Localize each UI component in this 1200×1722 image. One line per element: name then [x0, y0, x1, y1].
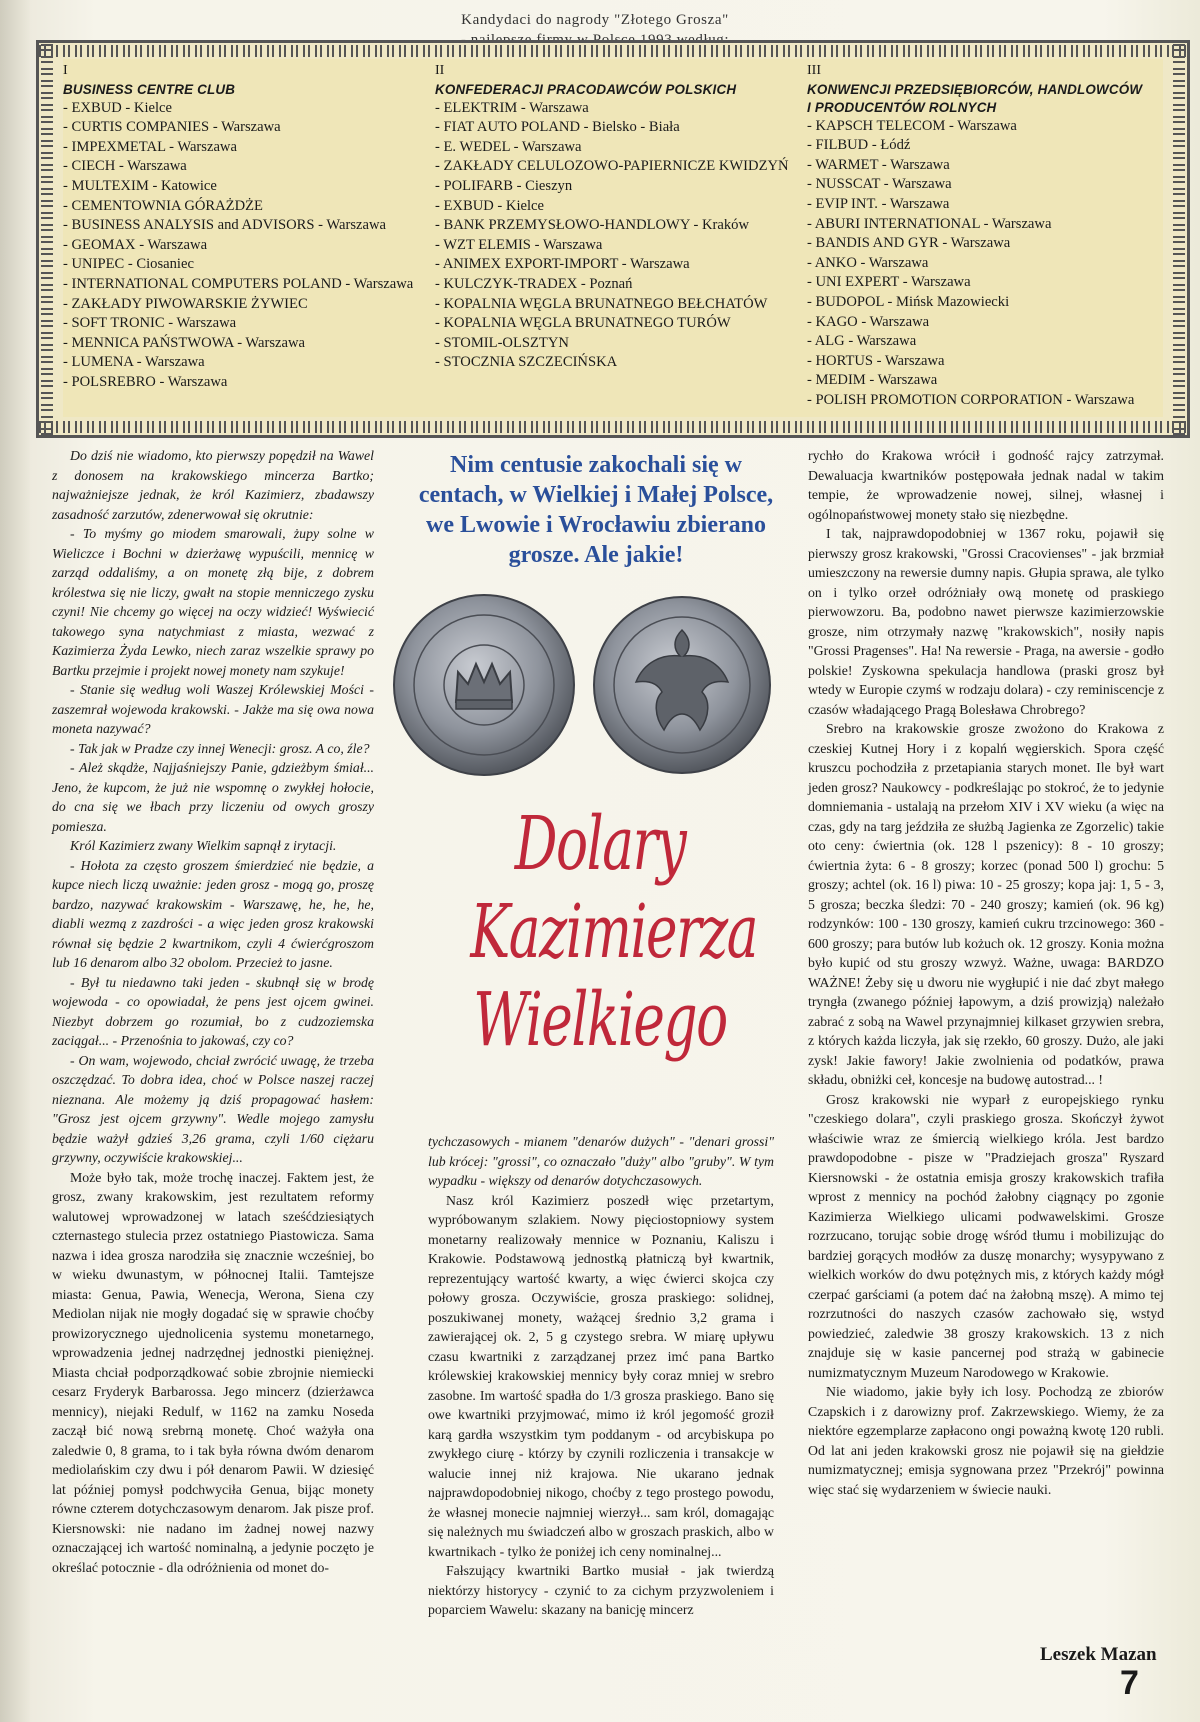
company-item: - ALG - Warszawa: [807, 333, 917, 350]
company-item: - WZT ELEMIS - Warszawa: [435, 236, 603, 253]
coins-illustration: [392, 590, 772, 780]
paragraph: Może było tak, może trochę inaczej. Faktem jest, że grosz, zwany krakowskim, jest rezultatem reformy walutowej wprowadzonej w latach sześćdziesiątych czternastego stulecia przez ostatniego Piastowicza. Sama nazwa i idea grosza narodziła się znacznie wcześniej, bo w wieku dwunastym, w północnej Italii. Tamtejsze miasta: Genua, Pawia, Wenecja, Werona, Siena czy Mediolan nijak nie mogły dogadać się w sprawie choćby prowizorycznego ujednolicenia systemu monetarnego, wprowadzenia jednej nadrzędnej jednostki pieniężnej. Miasta chciał podporządkować sobie zbrojnie niemiecki cesarz Fryderyk Barbarossa. Jego mincerz (dzierżawca mennicy), niejaki Redulf, w 1162 na zamku Noseda zaczął bić nową srebrną monetę. Choć ważyła ona zaledwie 0, 8 grama, to i tak była równa dwóm denarom mediolańskim czy dwu i pół denarom Pawii. W dziesięć lat później pomysł podchwyciła Genua, bijąc monety równe czterem dotychczasowym denarom. Jak pisze prof. Kiersnowski: nie nadano im żadnej nowej nazwy oznaczającej ich wartość nominalną, a jedynie poczęto je określać potocznie - dla odróżnienia od monet do-: [52, 1169, 374, 1575]
company-item: - INTERNATIONAL COMPUTERS POLAND - Warszawa: [63, 275, 414, 292]
company-item: - KAPSCH TELECOM - Warszawa: [807, 117, 1017, 134]
company-item: - UNIPEC - Ciosaniec: [63, 256, 194, 273]
kicker-line-1: Kandydaci do nagrody "Złotego Grosza": [461, 12, 729, 28]
paragraph: rychło do Krakowa wrócił i godność rajcy zatrzymał. Dewaluacja kwartników postępowała jednak nadal w takim tempie, że wprowadzenie nowej, silnej, własnej i ogólnopaństwowej monety stało się niezbędne.: [808, 448, 1164, 522]
company-item: - ANKO - Warszawa: [807, 254, 929, 271]
company-item: - UNI EXPERT - Warszawa: [807, 274, 971, 291]
company-item: - ABURI INTERNATIONAL - Warszawa: [807, 215, 1052, 232]
article-lead: Nim centusie zakochali się w centach, w Wielkiej i Małej Polsce, we Lwowie i Wrocławiu zbierano grosze. Ale jakie!: [418, 452, 774, 568]
company-item: - LUMENA - Warszawa: [63, 354, 205, 371]
company-list: [807, 117, 1157, 411]
title-line-2: Kazimierza: [470, 889, 758, 975]
company-item: - EXBUD - Kielce: [63, 99, 173, 116]
company-item: - MENNICA PAŃSTWOWA - Warszawa: [63, 334, 306, 351]
company-item: - STOCZNIA SZCZECIŃSKA: [435, 354, 618, 371]
company-item: - EXBUD - Kielce: [435, 197, 545, 214]
company-item: - POLSREBRO - Warszawa: [63, 373, 228, 390]
column-heading-line-2: I PRODUCENTÓW ROLNYCH: [807, 99, 997, 115]
company-item: - ELEKTRIM - Warszawa: [435, 99, 589, 116]
title-line-3: Wielkiego: [473, 977, 727, 1063]
column-number: III: [807, 63, 821, 78]
title-line-1: Dolary: [514, 801, 686, 887]
company-item: - EVIP INT. - Warszawa: [807, 195, 950, 212]
company-item: - KAGO - Warszawa: [807, 313, 930, 330]
candidates-box: [36, 40, 1190, 438]
paragraph: tychczasowych - mianem "denarów dużych" - "denari grossi" lub krócej: "grossi", co oznaczało "duży" albo "gruby". W tym wypadku - większy od denarów dotychczasowych.: [428, 1134, 774, 1188]
paragraph: Król Kazimierz zwany Wielkim sapnął z irytacji.: [70, 838, 337, 853]
paragraph: - Hołota za często groszem śmierdzieć nie będzie, a kupce niech liczą uważnie: jeden grosz - mogą go, proszę bardzo, nazywać krakowskim - Warszawę, he, he, he, diabli wezmą z zazdrości - a więc jeden grosz krakowski równał się będzie 2 kwartnikom, czyli 4 ćwierćgroszom lub 16 denarom albo 32 obolom. Przecież to jasne.: [52, 857, 374, 970]
paragraph: - Był tu niedawno taki jeden - skubnął się w brodę wojewoda - co opowiadał, że pens jest ojcem gwinei. Niezbyt dobrzem go rozumiał, bo z cudzoziemska zaciągał... - Przenośnia to jakowaś, czy co?: [52, 974, 374, 1048]
company-item: - STOMIL-OLSZTYN: [435, 334, 569, 351]
paragraph: - Ależ skądże, Najjaśniejszy Panie, gdzieżbym śmiał... Jeno, że kupcom, że już nie wspomnę o zwykłej hołocie, do cna się we łbach przy liczeniu od owych groszy pomiesza.: [52, 760, 374, 834]
company-item: - FIAT AUTO POLAND - Bielsko - Biała: [435, 119, 680, 136]
candidates-column-1: [63, 61, 414, 393]
company-item: - BUDOPOL - Mińsk Mazowiecki: [807, 293, 1010, 310]
meander-border-right: [1173, 43, 1185, 435]
paragraph: Nie wiadomo, jakie były ich losy. Pochodzą ze zbiorów Czapskich i z darowizny prof. Zakrzewskiego. Wiemy, że za niektóre egzemplarze zapłacono ongi poważną kwotę 120 rubli. Od lat ani jeden krakowski grosz nie pojawił się na giełdzie numizmatycznej; emisja sygnowana przez "Przekrój" powinna więc stać się wydarzeniem w świecie nauki.: [808, 1384, 1164, 1497]
company-item: - CIECH - Warszawa: [63, 158, 187, 175]
paragraph: Do dziś nie wiadomo, kto pierwszy popędził na Wawel z donosem na krakowskiego mincerza Bartko; najważniejsze jednak, że król Kazimierz, zbadawszy zasadność zarzutów, zdenerwował się okrutnie:: [52, 448, 374, 522]
company-item: - ZAKŁADY PIWOWARSKIE ŻYWIEC: [63, 295, 308, 312]
article-column-left: [52, 446, 374, 1577]
page-number: 7: [1120, 1664, 1139, 1702]
candidates-column-3: [807, 61, 1157, 411]
company-item: - POLIFARB - Cieszyn: [435, 177, 573, 194]
column-number: I: [63, 63, 68, 78]
column-number: II: [435, 63, 445, 78]
paragraph: - On wam, wojewodo, chciał zwrócić uwagę, że trzeba oszczędzać. To dobra idea, choć w Polsce naszej raczej nieznana. Ale możemy ją dziś propagować hasłem: "Grosz jest ojcem grzywny". Wedle mojego zamysłu będzie ważył gdzieś 3,26 grama, czyli 1/60 ciężaru grzywny, oczywiście krakowskiej...: [52, 1052, 374, 1165]
paragraph: - To myśmy go miodem smarowali, żupy solne w Wieliczce i Bochni w dzierżawę wypuścili, mennicę w zarząd oddaliśmy, a on monetę złą bije, z dobrem królestwa się nie liczy, gwałt na stopie menniczego zysku czyni! Nie chcemy go więcej na oczy widzieć! Wyświecić takowego syna natychmiast z miasta, wezwać z Kazimierza Żyda Lewko, niech zaraz wszelkie sprawy po Bartku przejmie i projekt nowej monety nam szykuje!: [52, 526, 374, 678]
paragraph: - Stanie się według woli Waszej Królewskiej Mości - zaszemrał wojewoda krakowski. - Jakże ma się owa nowa moneta nazywać?: [52, 682, 374, 736]
paragraph: Grosz krakowski nie wyparł z europejskiego rynku "czeskiego dolara", czyli praskiego grosza. Skończył żywot właściwie wraz ze śmiercią wielkiego króla. Jest bardzo prawdopodobne - pisze w "Pradziejach grosza" Ryszard Kiersnowski - że ostatnia emisja groszy krakowskich trafiła wprost z mennicy na pochód żałobny ciągnący po zgonie Kazimierza Wielkiego ulicami podwawelskimi. Grosze rozrzucano, torując sobie drogę wśród tłumu i mobilizując do bardziej gorących modłów za duszę monarchy; wysypywano z wielkich worków do dwu potężnych mis, z których każdy mógł czerpać garściami (a potem dać na żałobną mszę). A mimo tej rozrzutności do naszych czasów zachowało się, wstyd powiedzieć, zaledwie 38 groszy krakowskich. 13 z nich znajduje się w kasie pancernej pod strażą w gabinecie numizmatycznym Muzeum Narodowego w Krakowie.: [808, 1091, 1164, 1380]
company-item: - BANK PRZEMYSŁOWO-HANDLOWY - Kraków: [435, 217, 749, 234]
page-spine-shadow: [0, 0, 30, 1722]
company-item: - E. WEDEL - Warszawa: [435, 138, 582, 155]
paragraph: Fałszujący kwartniki Bartko musiał - jak twierdzą niektórzy historycy - czynić to za cichym przyzwoleniem i poparciem Wawelu: skazany na banicję mincerz: [428, 1563, 774, 1617]
meander-border-top: [39, 45, 1187, 57]
paragraph: Srebro na krakowskie grosze zwożono do Krakowa z czeskiej Kutnej Hory i z kopalń węgierskich. Spora część kruszcu pochodziła z przetapiania starych monet. Ile był wart jeden grosz? Naukowcy - podkreślając po stokroć, że to jedynie domniemania - ustalają na przełom XIV i XV wieku (a więc na czas, gdy na targ jeździła ze służbą Jagienka ze Zgorzelic) takie oto ceny: ćwiertnia (ok. 128 l pszenicy): 8 - 10 groszy; ćwiertnia żyta: 6 - 8 groszy; korzec (ponad 500 l) grochu: 5 groszy; achtel (ok. 16 l) piwa: 10 - 25 groszy; kopa jaj: 1, 5 - 3, 5 grosza; beczka śledzi: 70 - 240 groszy; kamień (ok. 96 kg) rodzynków: 100 - 130 groszy, kamień cukru trzcinowego: 360 - 600 groszy; para butów lub kożuch ok. 12 groszy. Konia można było kupić od stu groszy wzwyż. Ważne, uwaga: BARDZO WAŻNE! Żeby się u dworu nie wygłupić i nie dać zbyt małego tryngła (zwanego później łapowym, a dziś prowizją) należało zabrać z sobą na Wawel przynajmniej kilkaset grzywien srebra, z których każda liczyła, jak się rzekło, 60 groszy. Dużo, ale jaki zysk! Jakie fawory! Jakie zwolnienia od podatków, prawa składu, obniżki ceł, koncesje na budowę autostrad... !: [808, 721, 1164, 1087]
meander-border-left: [41, 43, 53, 435]
coin-obverse-crown: [394, 595, 574, 775]
company-item: - ANIMEX EXPORT-IMPORT - Warszawa: [435, 256, 690, 273]
company-item: - KOPALNIA WĘGLA BRUNATNEGO BEŁCHATÓW: [435, 295, 768, 312]
company-item: - POLISH PROMOTION CORPORATION - Warszawa: [807, 391, 1135, 408]
coin-reverse-eagle: [594, 597, 770, 773]
paragraph: I tak, najprawdopodobniej w 1367 roku, pojawił się pierwszy grosz krakowski, "Grossi Cracovienses" - jak brzmiał umieszczony na rewersie dumny napis. Głupia sprawa, ale tylko on i tylko orzeł odróżniały ową monetę od praskiego pierwowzoru. Ba, podobno nawet pierwsze kazimierzowskie grosze, nim otrzymały nazwę "krakowskich", nosiły napis "Grossi Pragenses". Ha! Na rewersie - Praga, na awersie - godło polskie! Zyskowna spekulacja handlowa (praski grosz był wtedy w Europie czymś w rodzaju dolara) - czy reminiscencje z czasów władającego Pragą Bolesława Chrobrego?: [808, 526, 1164, 717]
article-column-middle: [428, 1132, 774, 1620]
company-item: - MULTEXIM - Katowice: [63, 177, 217, 194]
column-heading: KONFEDERACJI PRACODAWCÓW POLSKICH: [435, 81, 737, 97]
company-item: - BUSINESS ANALYSIS and ADVISORS - Warszawa: [63, 217, 387, 234]
company-item: - MEDIM - Warszawa: [807, 372, 938, 389]
company-item: - CURTIS COMPANIES - Warszawa: [63, 119, 281, 136]
company-list: [63, 99, 414, 393]
company-item: - IMPEXMETAL - Warszawa: [63, 138, 237, 155]
candidates-inner: [63, 59, 1163, 417]
paragraph: Nasz król Kazimierz poszedł więc przetartym, wypróbowanym szlakiem. Nowy pięciostopniowy system monetarny realizowały mennice w Poznaniu, Kaliszu i Krakowie. Podstawową jednostką płatniczą był kwartnik, reprezentujący wartość kwarty, a więc ćwierci skojca czy połowy grosza. Oczywiście, grosza praskiego: solidnej, poszukiwanej monety, ważącej średnio 3,2 grama i zawierającej ok. 2, 5 g czystego srebra. W miarę upływu czasu kwartniki z zarządzanej przez imć pana Bartko królewskiej krakowskiej mennicy były coraz mniej w srebro zasobne. Im wartość spadła do 1/3 grosza praskiego. Bano się owe kwartniki przyjmować, mimo iż król jegomość groził karą gardła wszystkim tym poddanym - od arcybiskupa po zwykłego ciurę - którzy by czynili rozliczenia i transakcje w walucie innej niż krajowa. Nie ukarano jednak najprawdopodobniej nikogo, choćby z tego prostego powodu, że własnej monecie najmniej wierzył... sam król, domagając się należnych mu świadczeń albo w groszach praskich, albo w kwartnikach - tylko że poniżej ich ceny nominalnej...: [428, 1192, 774, 1559]
column-heading: BUSINESS CENTRE CLUB: [63, 81, 236, 97]
company-item: - KULCZYK-TRADEX - Poznań: [435, 275, 633, 292]
article-column-right: [808, 446, 1164, 1499]
company-item: - BANDIS AND GYR - Warszawa: [807, 235, 1011, 252]
company-item: - GEOMAX - Warszawa: [63, 236, 208, 253]
paragraph: - Tak jak w Pradze czy innej Wenecji: grosz. A co, źle?: [70, 740, 370, 756]
company-item: - SOFT TRONIC - Warszawa: [63, 315, 237, 332]
company-item: - FILBUD - Łódź: [807, 137, 911, 154]
article-title: [470, 800, 758, 1064]
company-item: - CEMENTOWNIA GÓRAŻDŻE: [63, 197, 263, 214]
company-list: [435, 99, 789, 373]
candidates-column-2: [435, 61, 789, 373]
author-signature: Leszek Mazan: [1040, 1644, 1157, 1665]
company-item: - ZAKŁADY CELULOZOWO-PAPIERNICZE KWIDZYŃ: [435, 158, 789, 175]
company-item: - NUSSCAT - Warszawa: [807, 176, 952, 193]
meander-border-bottom: [39, 421, 1187, 433]
column-heading-line-1: KONWENCJI PRZEDSIĘBIORCÓW, HANDLOWCÓW: [807, 81, 1143, 97]
company-item: - KOPALNIA WĘGLA BRUNATNEGO TURÓW: [435, 315, 731, 332]
company-item: - WARMET - Warszawa: [807, 156, 950, 173]
company-item: - HORTUS - Warszawa: [807, 352, 945, 369]
